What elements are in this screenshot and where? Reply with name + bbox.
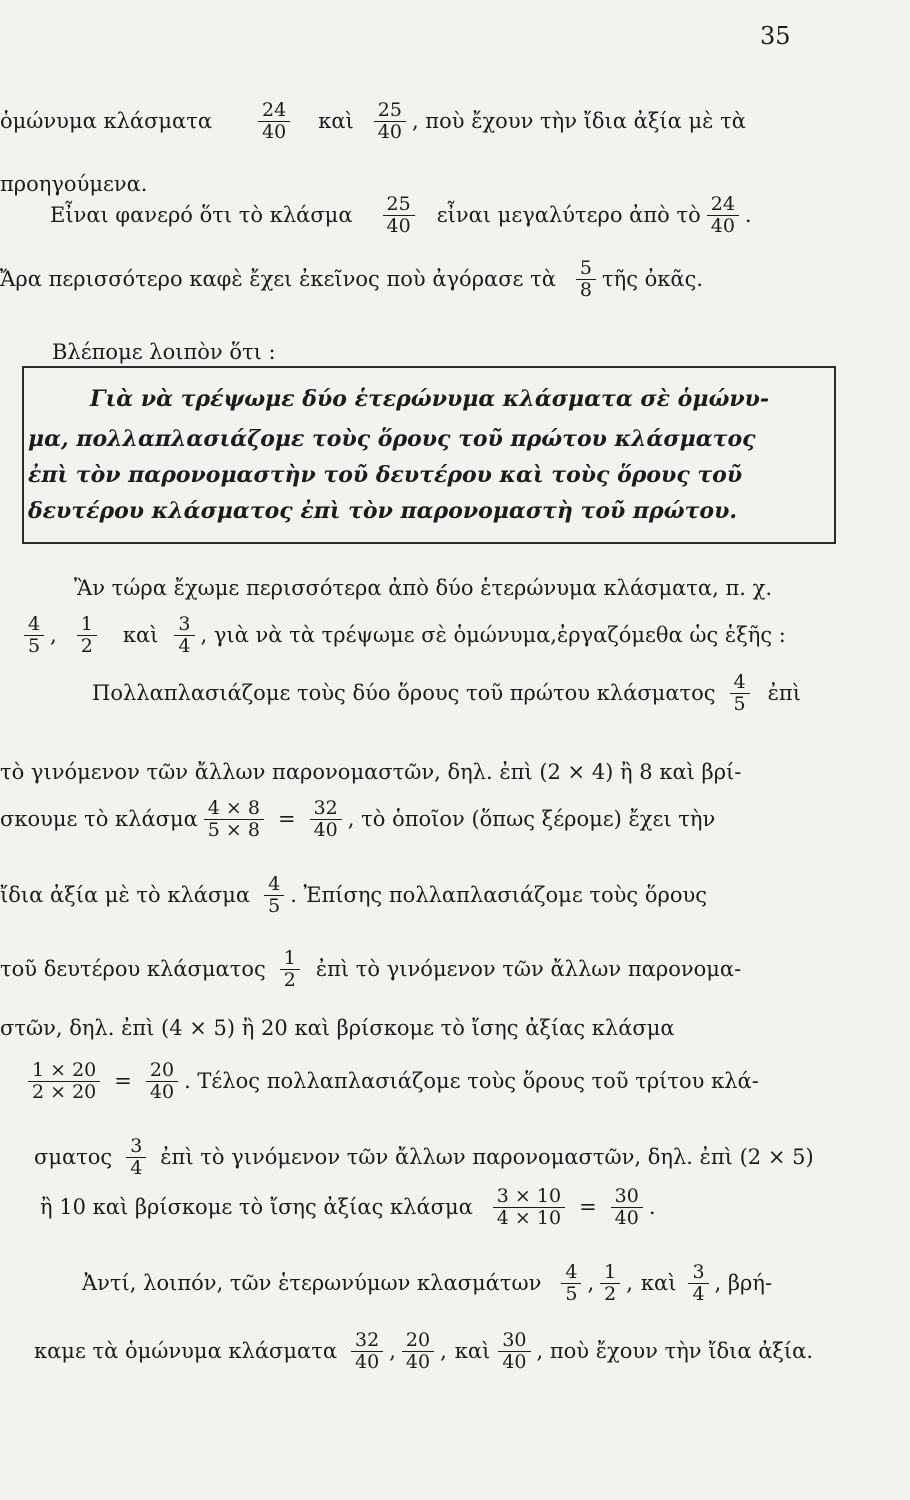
text: , βρή-	[714, 1271, 773, 1296]
rule-line-1: Γιὰ νὰ τρέψωμε δύο ἑτερώνυμα κλάσματα σὲ ὁμώνυ-	[90, 386, 770, 412]
text: καὶ	[318, 109, 354, 134]
fraction-24-40: $\frac{24}{40}$	[258, 100, 290, 143]
fraction-4-5: $\frac{4}{5}$	[730, 672, 750, 715]
comma: ,	[389, 1339, 396, 1364]
text: , ποὺ ἔχουν τὴν ἴδια ἀξία μὲ τὰ	[411, 109, 746, 134]
equals-sign: =	[114, 1069, 132, 1094]
equals-sign: =	[277, 807, 296, 832]
text: προηγούμενα.	[0, 172, 148, 196]
text: Βλέπομε λοιπὸν ὅτι :	[52, 340, 276, 364]
text-line-8	[92, 672, 910, 715]
text: τὸ γινόμενον τῶν ἄλλων παρονομαστῶν, δηλ. ἐπὶ (2 × 4) ἢ 8 καὶ βρί-	[0, 760, 742, 784]
fraction-3x10-4x10: $\frac{3 \times 10}{4 \times 10}$	[493, 1186, 565, 1229]
text: Ἀντί, λοιπόν, τῶν ἑτερωνύμων κλασμάτων	[82, 1271, 542, 1296]
fraction-4-5: $\frac{4}{5}$	[24, 614, 44, 657]
text-line-2	[0, 172, 910, 196]
fraction-3-4: $\frac{3}{4}$	[126, 1136, 146, 1179]
text-line-9	[0, 760, 910, 784]
text-line-7	[18, 614, 910, 657]
text: . Ἐπίσης πολλαπλασιάζομε τοὺς ὅρους	[290, 883, 708, 908]
fraction-32-40: $\frac{32}{40}$	[351, 1330, 383, 1373]
equals-sign: =	[579, 1195, 597, 1220]
fraction-25-40: $\frac{25}{40}$	[374, 100, 406, 143]
text: ἐπὶ τὸ γινόμενον τῶν ἄλλων παρονομα-	[315, 957, 742, 982]
fraction-3-4: $\frac{3}{4}$	[688, 1262, 708, 1305]
text-line-1	[0, 100, 910, 143]
text-line-13	[0, 1016, 910, 1040]
rule-line-2: μα, πολλαπλασιάζομε τοὺς ὅρους τοῦ πρώτου κλάσματος	[28, 426, 756, 452]
fraction-20-40: $\frac{20}{40}$	[146, 1060, 178, 1103]
text: , τὸ ὁποῖον (ὅπως ξέρομε) ἔχει τὴν	[347, 807, 716, 832]
text: καὶ	[122, 623, 159, 648]
fraction-24-40: $\frac{24}{40}$	[707, 194, 739, 237]
text: καὶ	[454, 1339, 491, 1364]
text: στῶν, δηλ. ἐπὶ (4 × 5) ἢ 20 καὶ βρίσκομε τὸ ἴσης ἀξίας κλάσμα	[0, 1016, 675, 1040]
fraction-30-40: $\frac{30}{40}$	[611, 1186, 643, 1229]
text: . Τέλος πολλαπλασιάζομε τοὺς ὅρους τοῦ τρίτου κλά-	[184, 1069, 759, 1094]
fraction-1-2: $\frac{1}{2}$	[600, 1262, 620, 1305]
fraction-1x20-2x20: $\frac{1 \times 20}{2 \times 20}$	[28, 1060, 100, 1103]
text: Πολλαπλασιάζομε τοὺς δύο ὅρους τοῦ πρώτου κλάσματος	[92, 681, 716, 706]
text: ἴδια ἀξία μὲ τὸ κλάσμα	[0, 883, 251, 908]
page-number: 35	[760, 22, 791, 50]
text: .	[648, 1195, 656, 1220]
fraction-20-40: $\frac{20}{40}$	[402, 1330, 434, 1373]
text: ἐπὶ	[767, 681, 801, 706]
text-line-16	[40, 1186, 910, 1229]
text: καὶ	[640, 1271, 677, 1296]
text: καμε τὰ ὁμώνυμα κλάσματα	[34, 1339, 338, 1364]
fraction-4-5: $\frac{4}{5}$	[561, 1262, 581, 1305]
text: τοῦ δευτέρου κλάσματος	[0, 957, 266, 982]
text: ἐπὶ τὸ γινόμενον τῶν ἄλλων παρονομαστῶν, δηλ. ἐπὶ (2 × 5)	[160, 1145, 814, 1170]
text: ὁμώνυμα κλάσματα	[0, 109, 213, 134]
fraction-3-4: $\frac{3}{4}$	[174, 614, 194, 657]
text: Ἄρα περισσότερο καφὲ ἔχει ἐκεῖνος ποὺ ἀγόρασε τὰ	[0, 267, 556, 292]
text: εἶναι μεγαλύτερο ἀπὸ τὸ	[436, 203, 701, 228]
comma: ,	[587, 1271, 595, 1296]
text-line-3	[50, 194, 910, 237]
text: Εἶναι φανερό ὅτι τὸ κλάσμα	[50, 203, 353, 228]
text: τῆς ὀκᾶς.	[602, 267, 704, 292]
text-line-17	[82, 1262, 910, 1305]
fraction-25-40: $\frac{25}{40}$	[383, 194, 415, 237]
text-line-14	[28, 1060, 910, 1103]
rule-line-4: δευτέρου κλάσματος ἐπὶ τὸν παρονομαστὴ τοῦ πρώτου.	[28, 498, 737, 524]
fraction-30-40: $\frac{30}{40}$	[498, 1330, 530, 1373]
comma: ,	[440, 1339, 447, 1364]
comma: ,	[50, 623, 57, 648]
fraction-4x8-5x8: $\frac{4 \times 8}{5 \times 8}$	[204, 798, 264, 841]
text-line-6	[74, 576, 910, 600]
text: ἢ 10 καὶ βρίσκομε τὸ ἴσης ἀξίας κλάσμα	[40, 1195, 473, 1220]
text-line-5	[52, 340, 910, 364]
text-line-12	[0, 948, 910, 991]
text: σματος	[34, 1145, 113, 1170]
fraction-4-5: $\frac{4}{5}$	[264, 874, 284, 917]
text: , ποὺ ἔχουν τὴν ἴδια ἀξία.	[536, 1339, 814, 1364]
fraction-5-8: $\frac{5}{8}$	[576, 258, 596, 301]
rule-line-3: ἐπὶ τὸν παρονομαστὴν τοῦ δευτέρου καὶ τοὺς ὅρους τοῦ	[28, 462, 743, 488]
text-line-4	[0, 258, 910, 301]
text: σκουμε τὸ κλάσμα	[0, 807, 198, 832]
fraction-1-2: $\frac{1}{2}$	[280, 948, 300, 991]
text-line-18	[34, 1330, 910, 1373]
text: Ἂν τώρα ἔχωμε περισσότερα ἀπὸ δύο ἑτερώνυμα κλάσματα, π. χ.	[74, 576, 773, 600]
text: .	[744, 203, 752, 228]
text-line-15	[34, 1136, 910, 1179]
fraction-32-40: $\frac{32}{40}$	[310, 798, 342, 841]
text-line-10	[0, 798, 910, 841]
text-line-11	[0, 874, 910, 917]
fraction-1-2: $\frac{1}{2}$	[77, 614, 97, 657]
comma: ,	[626, 1271, 633, 1296]
text: , γιὰ νὰ τὰ τρέψωμε σὲ ὁμώνυμα,ἐργαζόμεθα ὡς ἑξῆς :	[200, 623, 786, 648]
